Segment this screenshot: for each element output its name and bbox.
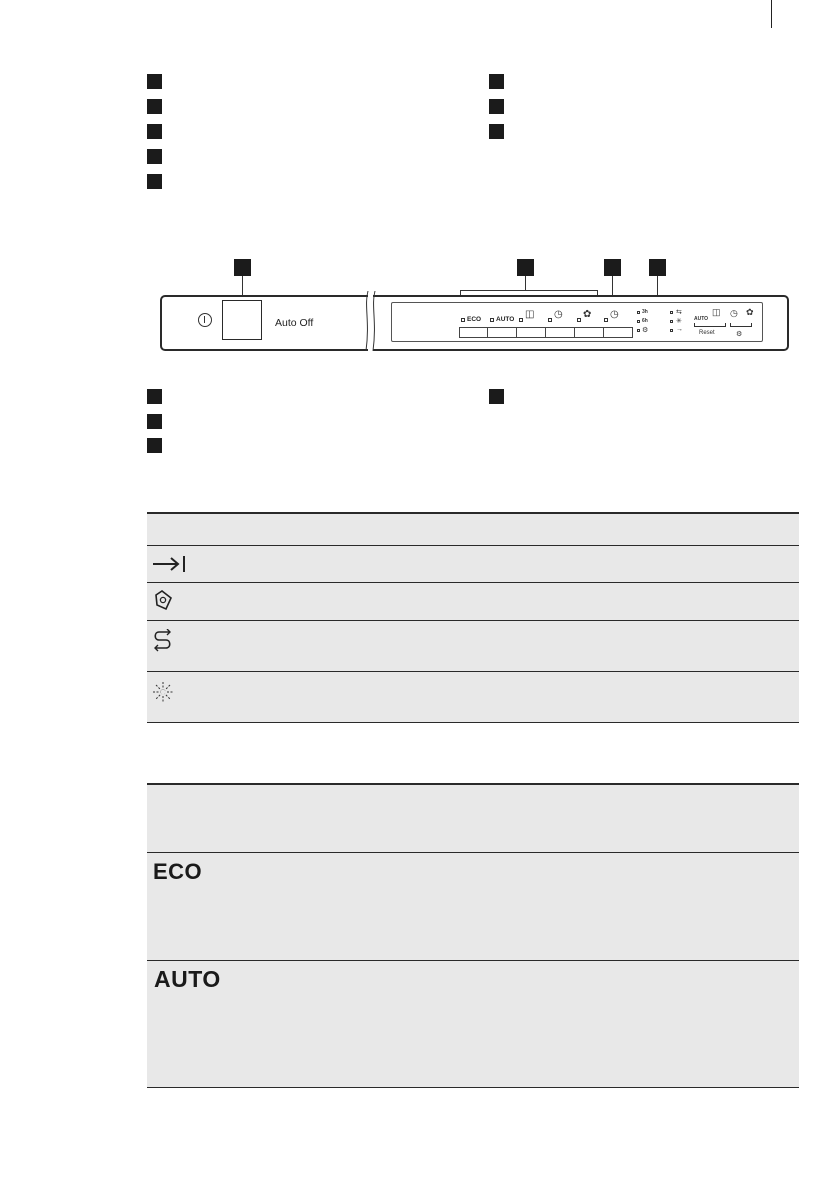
callout-marker: [234, 259, 251, 276]
sparkle-status-icon: ✳: [676, 318, 682, 325]
programme-indicator: [604, 318, 608, 322]
strip-divider: [574, 327, 575, 338]
programme-indicator: [548, 318, 552, 322]
multitab-status-icon: ⇆: [676, 309, 682, 316]
callout-marker: [604, 259, 621, 276]
programme-auto-label: AUTO: [496, 316, 515, 323]
table-header-row: [147, 514, 799, 545]
strip-divider: [516, 327, 517, 338]
delay-indicator: [637, 320, 640, 323]
legend-marker: [489, 99, 504, 114]
delay-indicator: [637, 329, 640, 332]
arrow-to-bar-icon: [152, 554, 186, 574]
callout-marker: [649, 259, 666, 276]
status-indicator: [670, 329, 673, 332]
delay-6h-label: 6h: [642, 318, 648, 324]
programme-indicator: [490, 318, 494, 322]
delay-indicator: [637, 311, 640, 314]
delay-3h-label: 3h: [642, 309, 648, 315]
option-glass-icon: ✿: [746, 307, 754, 317]
delay-indicator-icon: ⚙: [642, 327, 649, 334]
panel-break-line: [369, 291, 379, 351]
status-indicator: [670, 311, 673, 314]
rinse-aid-icon: [152, 589, 174, 611]
leader-line: [525, 276, 526, 290]
legend-marker: [147, 414, 162, 429]
end-status-icon: →: [676, 326, 683, 333]
rinse-aid-option-icon: ⚙: [736, 331, 743, 338]
option-auto-label: AUTO: [694, 316, 709, 322]
programme-indicator: [519, 318, 523, 322]
table-row: [147, 621, 799, 671]
page-corner-mark: [771, 0, 772, 28]
option-intensive-icon: ◫: [712, 307, 721, 317]
table-row: [147, 961, 799, 1087]
strip-divider: [603, 327, 604, 338]
reset-bracket: [694, 323, 726, 327]
multitab-icon: [152, 629, 174, 653]
table-row: [147, 672, 799, 722]
legend-marker: [147, 438, 162, 453]
legend-marker: [147, 149, 162, 164]
legend-marker: [147, 389, 162, 404]
table-bottom-rule: [147, 1087, 799, 1088]
on-off-button[interactable]: [222, 300, 262, 340]
auto-off-label: Auto Off: [275, 317, 314, 329]
control-panel-left: [160, 295, 368, 351]
quick-programme-icon: ◷: [554, 309, 563, 320]
table-row: [147, 853, 799, 960]
programme-indicator: [577, 318, 581, 322]
option-bracket: [730, 323, 752, 327]
legend-marker: [489, 389, 504, 404]
symbols-table: [147, 512, 799, 724]
table-header-row: [147, 785, 799, 852]
legend-marker: [147, 174, 162, 189]
programme-eco-label: ECO: [467, 316, 482, 323]
reset-label: Reset: [699, 330, 715, 336]
programme-indicator: [461, 318, 465, 322]
legend-marker: [147, 74, 162, 89]
sparkle-icon: [152, 681, 174, 703]
table-row: [147, 583, 799, 620]
strip-divider: [487, 327, 488, 338]
glass-icon: ✿: [583, 309, 592, 320]
table-row: [147, 546, 799, 582]
programme-buttons-strip[interactable]: [459, 327, 633, 338]
intensive-icon: ◫: [525, 309, 535, 320]
eco-programme-symbol: ECO: [153, 859, 203, 884]
auto-programme-symbol: AUTO: [154, 966, 221, 992]
callout-marker: [517, 259, 534, 276]
delay-start-icon: ◷: [610, 309, 619, 320]
power-icon: [198, 313, 212, 327]
legend-marker: [147, 99, 162, 114]
legend-marker: [489, 74, 504, 89]
legend-marker: [489, 124, 504, 139]
status-indicator: [670, 320, 673, 323]
legend-marker: [147, 124, 162, 139]
table-bottom-rule: [147, 722, 799, 723]
programmes-table: [147, 783, 799, 1089]
option-quick-icon: ◷: [730, 308, 738, 318]
strip-divider: [545, 327, 546, 338]
